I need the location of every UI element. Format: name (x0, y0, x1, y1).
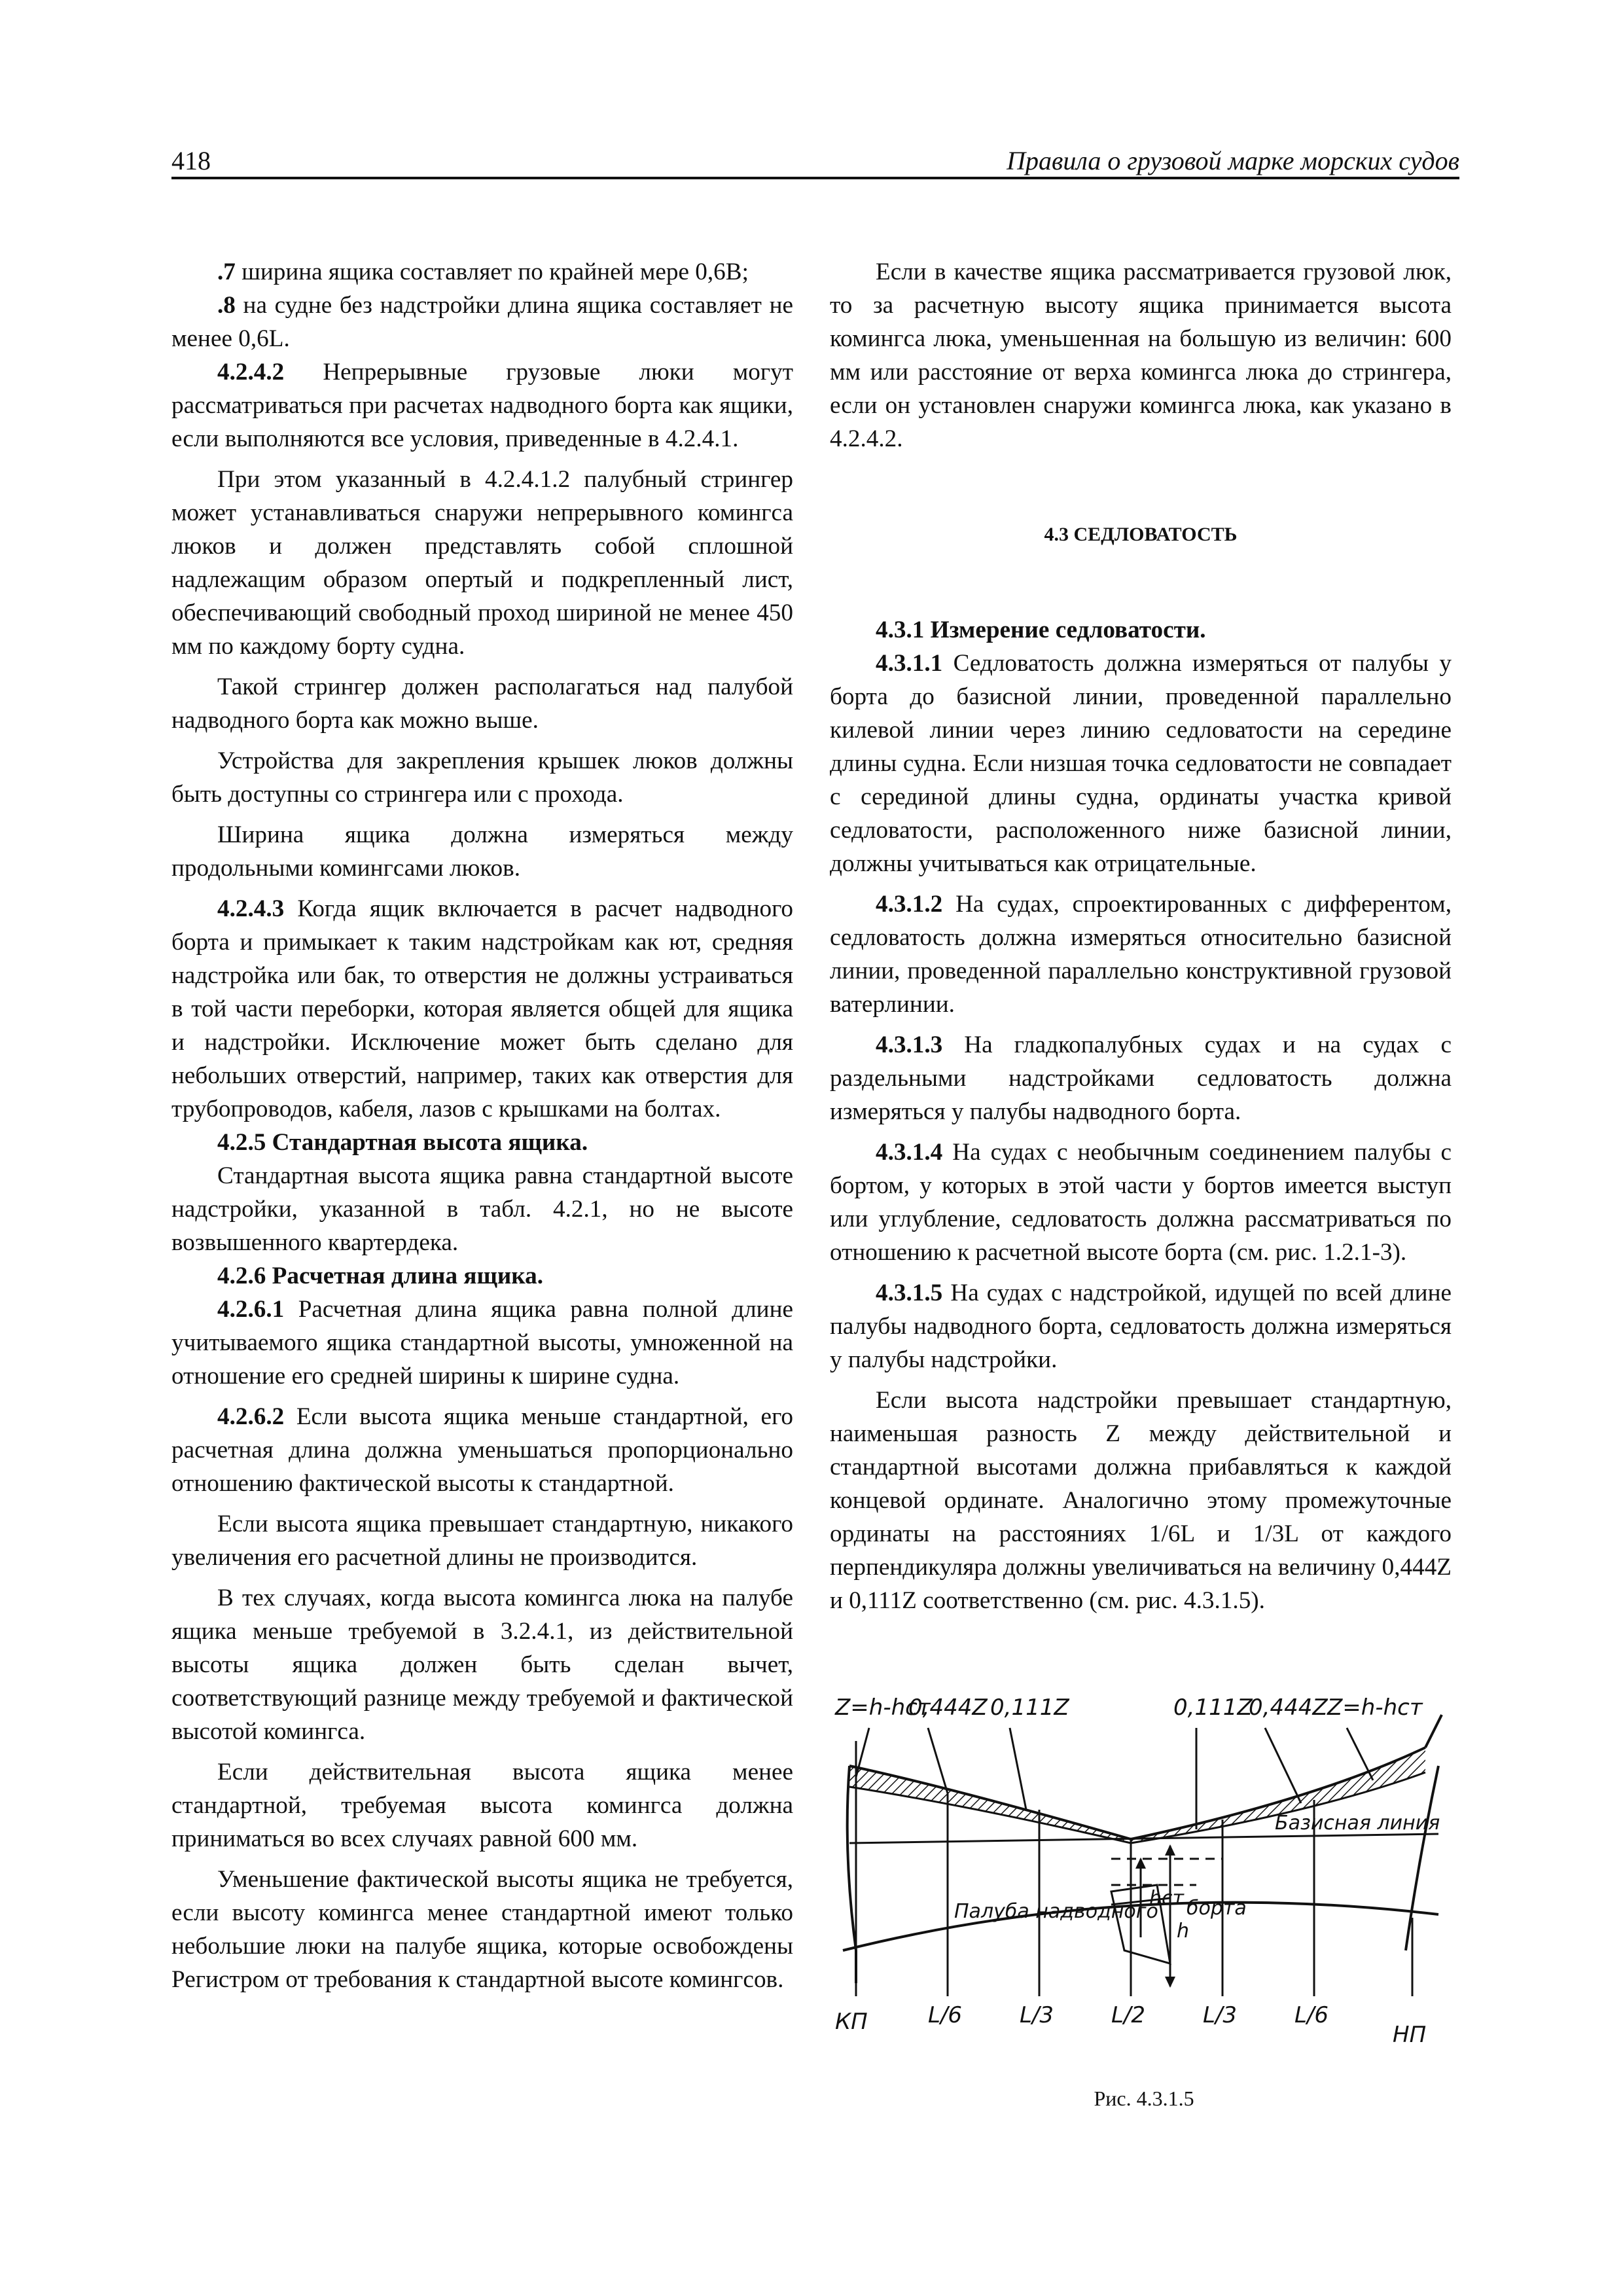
paragraph: Если высота надстройки превышает стандартную, наименьшая разность Z между действительной и стандартной высотами должна прибавляться к каждой концевой ординате. Аналогично этому промежуточные ординаты на расстояниях 1/6L и 1/3L от каждого перпендикуляра должны увеличиваться на величину 0,444Z и 0,111Z соответственно (см. рис. 4.3.1.5). (830, 1387, 1452, 1614)
right-column (830, 255, 1452, 1617)
paragraph: Устройства для закрепления крышек люков должны быть доступны со стрингера или с прохода. (171, 747, 793, 808)
paragraph: 4.3.1.2 На судах, спроектированных с дифферентом, седловатость должна измеряться относительно базисной линии, проведенной параллельно конструктивной грузовой ватерлинии. (830, 891, 1452, 1018)
paragraph: 4.3.1.5 На судах с надстройкой, идущей по всей длине палубы надводного борта, седловатость должна измеряться у палубы надстройки. (830, 1280, 1452, 1373)
deck-label-left: Палуба надводного (954, 1900, 1158, 1923)
paragraph: Такой стрингер должен располагаться над палубой надводного борта как можно выше. (171, 673, 793, 734)
subsection-heading: 4.2.6 Расчетная длина ящика. (217, 1263, 544, 1289)
paragraph: 4.2.4.2 Непрерывные грузовые люки могут рассматриваться при расчетах надводного борта как ящики, если выполняются все условия, приведенные в 4.2.4.1. (171, 359, 793, 452)
left-column (171, 255, 793, 1996)
page-header (171, 145, 1459, 178)
paragraph: Если в качестве ящика рассматривается грузовой люк, то за расчетную высоту ящика принимается высота комингса люка, уменьшенная на большую из величин: 600 мм или расстояние от верха комингса люка до стрингера, если он установлен снаружи комингса люка, как указано в 4.2.4.2. (830, 259, 1452, 452)
sheer-diagram (830, 1689, 1458, 2055)
leader-line (1347, 1728, 1373, 1780)
top-label: 0,111Z (1173, 1695, 1253, 1721)
paragraph: Ширина ящика должна измеряться между продольными комингсами люков. (171, 821, 793, 882)
header-rule (171, 177, 1459, 179)
baseline-label: Базисная линия (1275, 1812, 1440, 1835)
bottom-label: КП (835, 2009, 868, 2035)
paragraph: .7 ширина ящика составляет по крайней мере 0,6B; (217, 259, 749, 285)
bottom-label: L/6 (1294, 2002, 1329, 2028)
bottom-label: L/6 (928, 2002, 963, 2028)
leader-line (1010, 1728, 1026, 1810)
paragraph: 4.3.1.1 Седловатость должна измеряться от палубы у борта до базисной линии, проведенной параллельно килевой линии через линию седловатости на середине длины судна. Если низшая точка седловатости не совпадает с серединой длины судна, ординаты участка кривой седловатости, расположенного ниже базисной линии, должны учитываться как отрицательные. (830, 650, 1452, 877)
figure-caption: Рис. 4.3.1.5 (1094, 2087, 1194, 2110)
bottom-label: L/3 (1020, 2002, 1054, 2028)
paragraph: Стандартная высота ящика равна стандартной высоте надстройки, указанной в табл. 4.2.1, но не высоте возвышенного квартердека. (171, 1162, 793, 1256)
paragraph: .8 на судне без надстройки длина ящика составляет не менее 0,6L. (171, 292, 793, 352)
paragraph: 4.3.1.4 На судах с необычным соединением палубы с бортом, у которых в этой части у бортов имеется выступ или углубление, седловатость должна рассматриваться по отношению к расчетной высоте борта (см. рис. 1.2.1-3). (830, 1139, 1452, 1266)
leader-line (928, 1728, 948, 1793)
running-title: Правила о грузовой марке морских судов (1007, 146, 1459, 175)
top-label: 0,111Z (990, 1695, 1069, 1721)
hull-aft (847, 1766, 856, 1983)
sheer-diagram-svg (830, 1689, 1458, 2055)
paragraph: 4.2.6.1 Расчетная длина ящика равна полной длине учитываемого ящика стандартной высоты, умноженной на отношение его средней ширины к ширине судна. (171, 1296, 793, 1390)
h-label: h (1177, 1920, 1190, 1943)
paragraph: Уменьшение фактической высоты ящика не требуется, если высоту комингса менее стандартной имеют только небольшие люки на палубе ящика, которые освобождены Регистром от требования к стандартной высоте комингсов. (171, 1866, 793, 1993)
leader-line (1265, 1728, 1301, 1803)
paragraph: 4.3.1.3 На гладкопалубных судах и на судах с раздельными надстройками седловатость должна измеряться у палубы надводного борта. (830, 1031, 1452, 1125)
top-label: Z=h-hст (1327, 1695, 1423, 1721)
paragraph: Если действительная высота ящика менее стандартной, требуемая высота комингса должна приниматься во всех случаях равной 600 мм. (171, 1759, 793, 1852)
page-number: 418 (171, 146, 211, 175)
top-label: Z=h-hст (835, 1695, 931, 1721)
paragraph: Если высота ящика превышает стандартную, никакого увеличения его расчетной длины не производится. (171, 1511, 793, 1571)
paragraph: В тех случаях, когда высота комингса люка на палубе ящика меньше требуемой в 3.2.4.1, из действительной высоты ящика должен быть сделан вычет, соответствующий разнице между требуемой и фактической высотой комингса. (171, 1585, 793, 1745)
deck-label-right: борта (1186, 1897, 1247, 1920)
paragraph: При этом указанный в 4.2.4.1.2 палубный стрингер может устанавливаться снаружи непрерывного комингса люков и должен представлять собой сплошной надлежащим образом опертый и подкрепленный лист, обеспечивающий свободный проход шириной не менее 450 мм по каждому борту судна. (171, 466, 793, 660)
bottom-label: НП (1393, 2022, 1427, 2048)
top-label: 0,444Z (1249, 1695, 1328, 1721)
bottom-label: L/3 (1203, 2002, 1238, 2028)
paragraph: 4.2.6.2 Если высота ящика меньше стандартной, его расчетная длина должна уменьшаться пропорционально отношению фактической высоты к стандартной. (171, 1403, 793, 1497)
subsection-heading: 4.3.1 Измерение седловатости. (876, 617, 1206, 643)
subsection-heading: 4.2.5 Стандартная высота ящика. (217, 1129, 588, 1156)
hst-label: hст (1149, 1887, 1184, 1910)
section-title: 4.3 СЕДЛОВАТОСТЬ (1044, 524, 1238, 545)
top-label: 0,444Z (908, 1695, 988, 1721)
bottom-label: L/2 (1111, 2002, 1146, 2028)
paragraph: 4.2.4.3 Когда ящик включается в расчет надводного борта и примыкает к таким надстройкам как ют, средняя надстройка или бак, то отверстия не должны устраиваться в той части переборки, которая является общей для ящика и надстройки. Исключение может быть сделано для небольших отверстий, например, таких как отверстия для трубопроводов, кабеля, лазов с крышками на болтах. (171, 895, 793, 1122)
